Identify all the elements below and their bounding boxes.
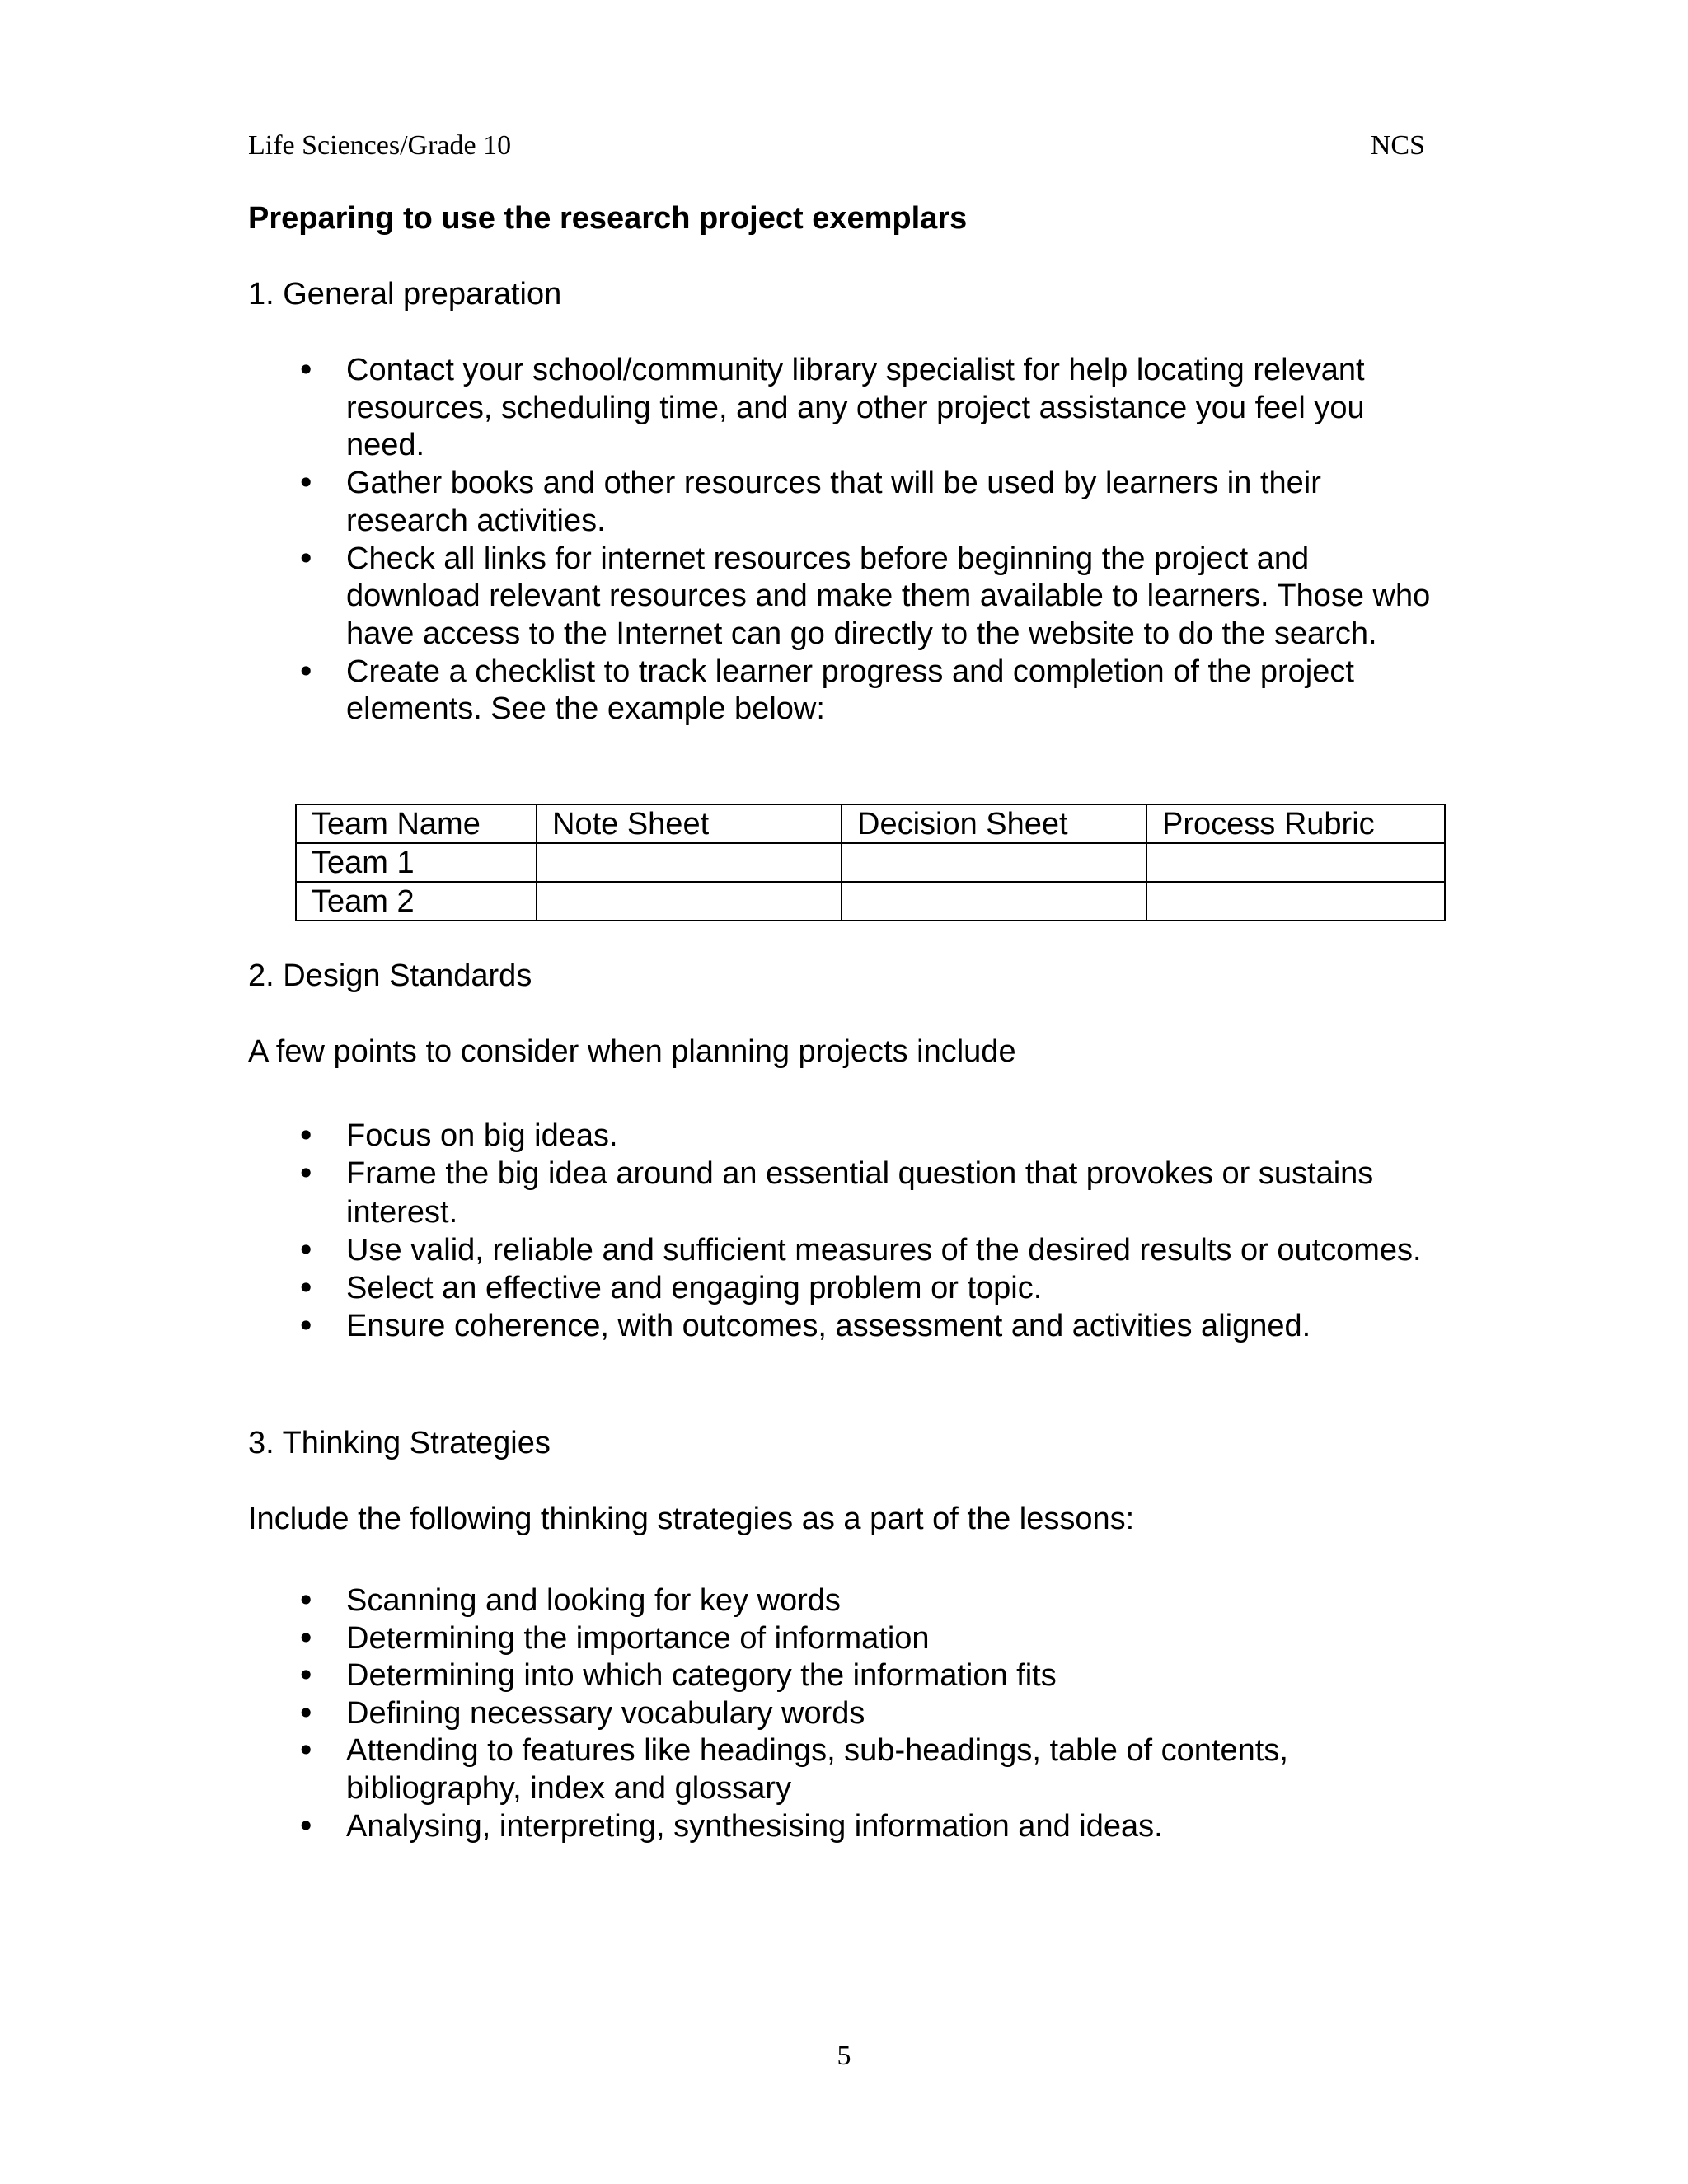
bullet-icon: • <box>297 1807 316 1844</box>
list-item-text: Check all links for internet resources before beginning the project and download relevant resources and make them available to learners. Those who have access to the Internet can go directly to the website to do the search. <box>346 541 1431 651</box>
list-item <box>297 1582 1451 1620</box>
bullet-icon: • <box>297 1619 316 1657</box>
table-cell <box>1146 843 1445 882</box>
list-item-text: Defining necessary vocabulary words <box>346 1695 865 1731</box>
list-item <box>297 1695 1451 1733</box>
bullet-icon: • <box>297 1694 316 1732</box>
table-header-row <box>296 804 1445 843</box>
table-header-cell: Decision Sheet <box>842 804 1146 843</box>
bullet-icon: • <box>297 1308 316 1345</box>
design-standards-list <box>297 1117 1451 1346</box>
thinking-strategies-list <box>297 1582 1451 1845</box>
bullet-icon: • <box>297 653 316 690</box>
table-row <box>296 843 1445 882</box>
list-item <box>297 1117 1475 1155</box>
table-cell: Team 1 <box>296 843 537 882</box>
bullet-icon: • <box>297 1155 316 1193</box>
page-title: Preparing to use the research project exemplars <box>248 201 968 236</box>
bullet-icon: • <box>297 1231 316 1268</box>
bullet-icon: • <box>297 1732 316 1769</box>
table-cell <box>842 882 1146 921</box>
header-curriculum: NCS <box>1370 130 1425 161</box>
table-row <box>296 882 1445 921</box>
thinking-strategies-intro: Include the following thinking strategies as a part of the lessons: <box>248 1502 1135 1536</box>
header-subject: Life Sciences/Grade 10 <box>248 130 512 161</box>
bullet-icon: • <box>297 352 316 388</box>
table-header-cell: Process Rubric <box>1146 804 1445 843</box>
bullet-icon: • <box>297 465 316 502</box>
bullet-icon: • <box>297 1118 316 1154</box>
table-cell <box>842 843 1146 882</box>
general-preparation-list <box>297 352 1451 729</box>
list-item <box>297 654 1451 729</box>
table-cell <box>537 882 842 921</box>
list-item-text: Use valid, reliable and sufficient measures of the desired results or outcomes. <box>346 1232 1422 1268</box>
section-heading-general-preparation: 1. General preparation <box>248 277 562 312</box>
bullet-icon: • <box>297 1657 316 1694</box>
list-item-text: Contact your school/community library specialist for help locating relevant resources, scheduling time, and any other project assistance you feel you need. <box>346 353 1365 463</box>
table-cell: Team 2 <box>296 882 537 921</box>
list-item-text: Analysing, interpreting, synthesising information and ideas. <box>346 1808 1163 1844</box>
list-item <box>297 1155 1475 1231</box>
list-item-text: Focus on big ideas. <box>346 1118 618 1153</box>
list-item-text: Attending to features like headings, sub-headings, table of contents, bibliography, index and glossary <box>346 1733 1288 1806</box>
list-item-text: Ensure coherence, with outcomes, assessment and activities aligned. <box>346 1309 1311 1344</box>
table-cell <box>537 843 842 882</box>
table-cell <box>1146 882 1445 921</box>
list-item-text: Determining into which category the information fits <box>346 1658 1057 1694</box>
list-item-text: Select an effective and engaging problem or topic. <box>346 1271 1043 1306</box>
page-number: 5 <box>837 2041 851 2071</box>
list-item-text: Create a checklist to track learner progress and completion of the project elements. See the example below: <box>346 654 1354 727</box>
list-item <box>297 1657 1451 1695</box>
list-item-text: Gather books and other resources that will be used by learners in their research activities. <box>346 466 1321 538</box>
list-item <box>297 1269 1475 1307</box>
design-standards-intro: A few points to consider when planning projects include <box>248 1034 1016 1069</box>
table-header-cell: Team Name <box>296 804 537 843</box>
list-item-text: Scanning and looking for key words <box>346 1583 841 1618</box>
list-item <box>297 1231 1475 1269</box>
section-heading-thinking-strategies: 3. Thinking Strategies <box>248 1426 551 1460</box>
bullet-icon: • <box>297 1270 316 1307</box>
bullet-icon: • <box>297 1582 316 1619</box>
list-item <box>297 1732 1451 1807</box>
list-item <box>297 1307 1475 1345</box>
list-item <box>297 1808 1451 1846</box>
list-item-text: Determining the importance of information <box>346 1620 930 1656</box>
section-heading-design-standards: 2. Design Standards <box>248 958 532 993</box>
list-item <box>297 541 1451 654</box>
list-item <box>297 465 1451 540</box>
list-item <box>297 352 1451 465</box>
bullet-icon: • <box>297 540 316 577</box>
list-item-text: Frame the big idea around an essential question that provokes or sustains interest. <box>346 1156 1374 1230</box>
list-item <box>297 1620 1451 1658</box>
table-header-cell: Note Sheet <box>537 804 842 843</box>
progress-checklist-table <box>295 804 1446 921</box>
